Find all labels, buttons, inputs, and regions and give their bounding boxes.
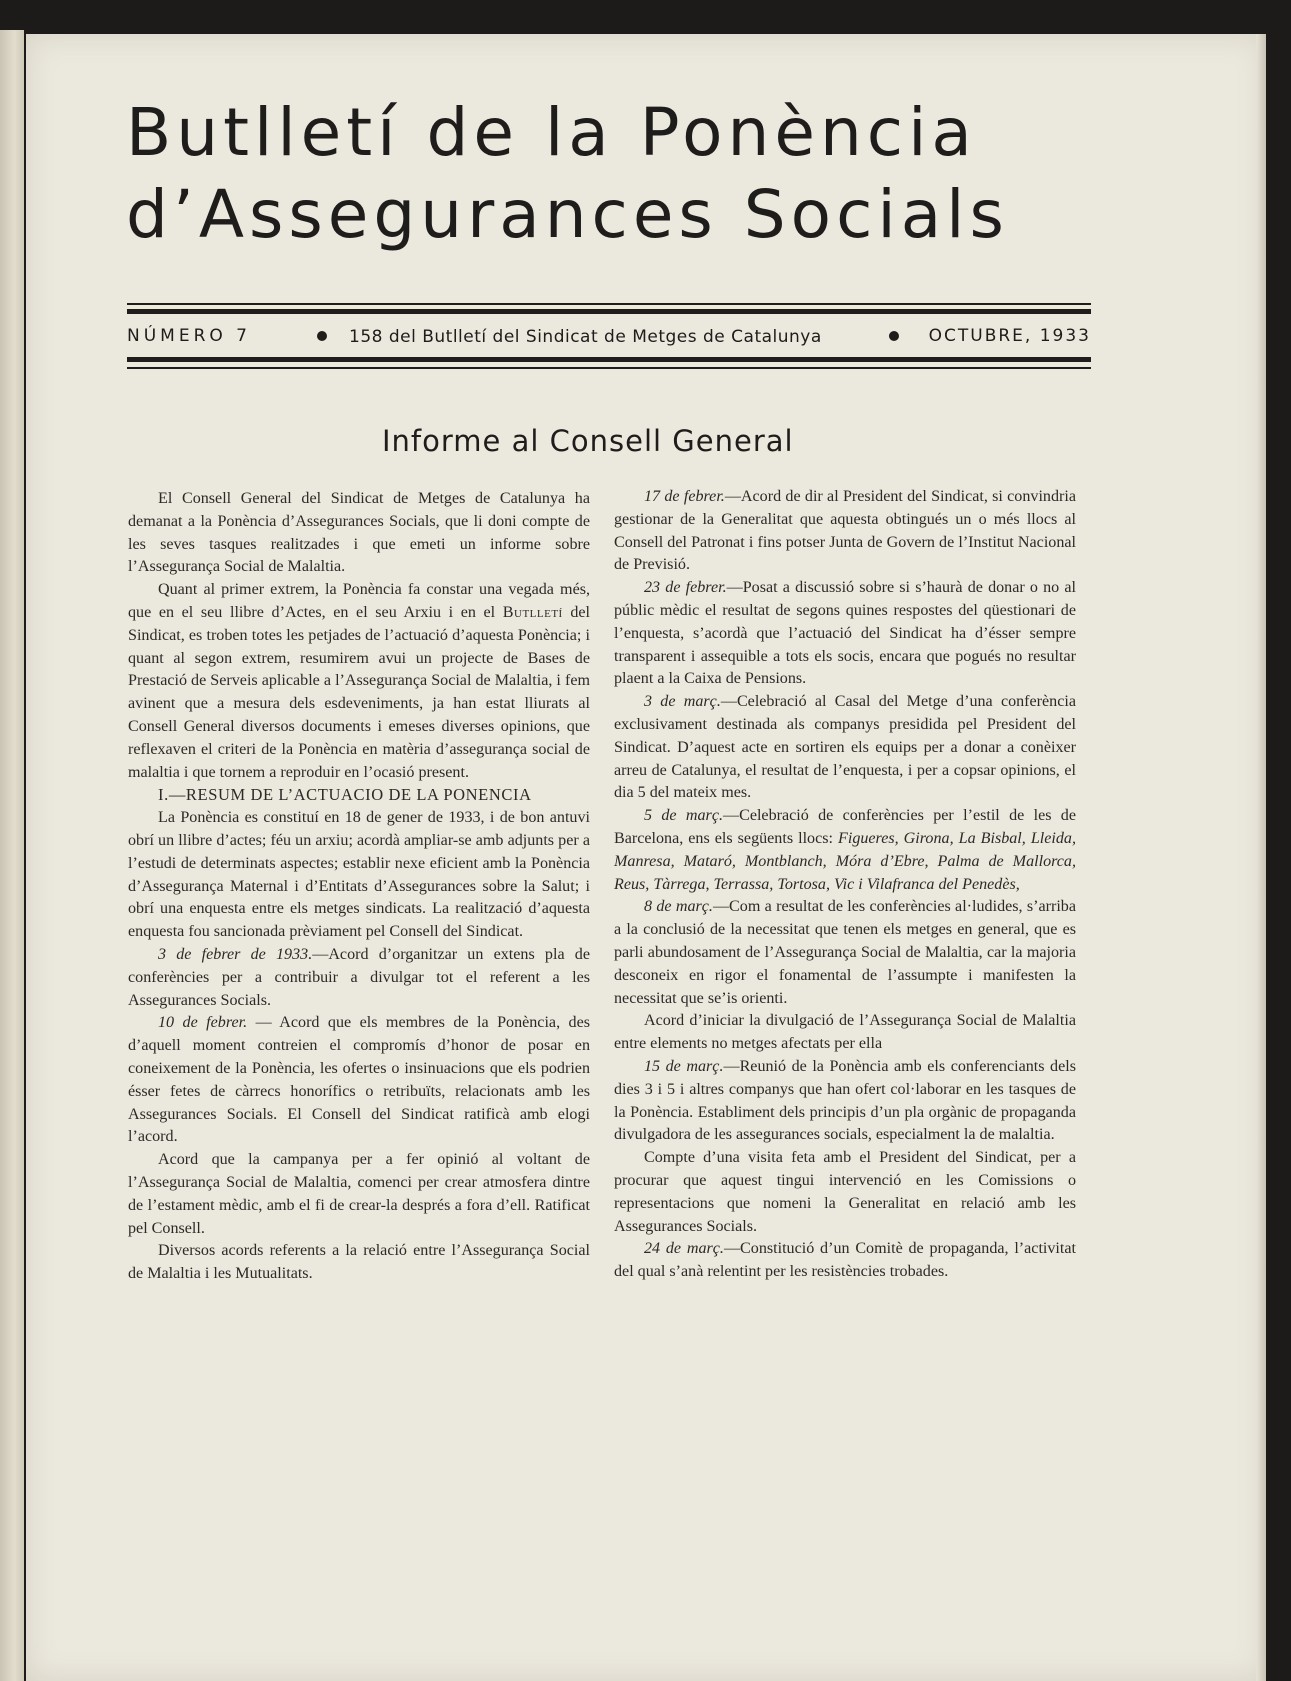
right-paragraph-8: Compte d’una visita feta amb el President del Sindicat, per a procurar que aquest tingui intervenció en les Comissions o representacions que nomeni la Generalitat en relació amb les Assegurances Socials. xyxy=(614,1149,1076,1235)
masthead-rule-bottom-thin xyxy=(127,367,1091,369)
places-list: Figueres, Girona, La Bisbal, Lleida, Manresa, Mataró, Montblanch, Móra d’Ebre, Palma de Mallorca, Reus, Tàrrega, Terrassa, Tortosa, Vic i Vilafranca del Penedès, xyxy=(614,829,1076,893)
masthead-rule-bottom-thick xyxy=(127,357,1091,362)
entry-text: —Com a resultat de les conferències al·ludides, s’arriba a la conclusió de la necessitat que tenen els metges en general, que es parli abundosament de l’Assegurança Social de Malaltia, car la majoria desconeix en rigor el fonamental de l’assumpte i manifesten la necessitat que se’is orienti. xyxy=(614,898,1076,1007)
entry-text: —Constitució d’un Comitè de propaganda, l’activitat del qual s’anà relentint per les resistències trobades. xyxy=(614,1240,1076,1281)
section-1-paragraph-4: Acord que la campanya per a fer opinió al voltant de l’Assegurança Social de Malaltia, comenci per crear atmosfera dintre de l’estament mèdic, amb el fi de crear-la després a fora d’ell. Ratificat pel Consell. xyxy=(128,1151,590,1237)
right-paragraph-3 xyxy=(614,691,1076,805)
left-column xyxy=(128,488,590,1286)
entry-date: 23 de febrer. xyxy=(644,579,727,597)
masthead-title-line-2: d’Assegurances Socials xyxy=(126,176,1009,253)
article-title: Informe al Consell General xyxy=(382,424,794,458)
section-1-paragraph-3 xyxy=(128,1012,590,1149)
section-heading: I.—RESUM DE L’ACTUACIO DE LA PONENCIA xyxy=(158,785,532,805)
page-edge-shadow xyxy=(1256,34,1266,1681)
entry-date: 8 de març. xyxy=(644,898,713,916)
bullet-separator-2 xyxy=(889,331,899,341)
masthead-rule-top-thin xyxy=(127,303,1091,305)
bullet-separator-1 xyxy=(317,331,327,341)
issue-source: 158 del Butlletí del Sindicat de Metges de Catalunya xyxy=(349,327,822,347)
section-1-paragraph-5: Diversos acords referents a la relació entre l’Assegurança Social de Malaltia i les Mutualitats. xyxy=(128,1242,590,1283)
entry-date: 5 de març. xyxy=(644,807,723,825)
intro-paragraph-2-part-a: Quant al primer extrem, la Ponència fa constar una vegada més, que en el seu llibre d’Actes, en el seu Arxiu i en el xyxy=(128,581,590,621)
entry-date: 17 de febrer. xyxy=(644,488,725,505)
entry-date: 3 de febrer de 1933. xyxy=(158,945,313,963)
masthead-title xyxy=(126,92,1086,256)
masthead-rule-top-thick xyxy=(127,309,1091,314)
entry-text: —Posat a discussió sobre si s’haurà de donar o no al públic mèdic el resultat de segons quines respostes del qüestionari de l’enquesta, s’acordà que l’actuació del Sindicat ha d’ésser sempre transparent i assequible a tots els socis, encara que pogués no resultar plaent a la Caixa de Pensions. xyxy=(614,579,1076,688)
entry-date: 3 de març. xyxy=(644,693,721,711)
entry-text: —Celebració de conferències per l’estil de les de Barcelona, ens els següents llocs: xyxy=(614,807,1076,847)
entry-text: —Acord d’organitzar un extens pla de conferències per a contribuir a divulgar tot el referent a les Assegurances Socials. xyxy=(128,945,590,1009)
issue-info-line xyxy=(127,326,1091,352)
entry-text: —Acord de dir al President del Sindicat, si convindria gestionar de la Generalitat que aquesta obtingués un o més llocs al Consell del Patronat i fins potser Junta de Govern de l’Institut Nacional de Previsió. xyxy=(614,488,1076,574)
intro-paragraph-2 xyxy=(128,579,590,784)
right-paragraph-1 xyxy=(614,486,1076,577)
facing-page-edge xyxy=(0,30,24,1681)
entry-date: 10 de febrer. xyxy=(158,1014,248,1032)
section-1-paragraph-1: La Ponència es constituí en 18 de gener de 1933, i de bon antuvi obrí un llibre d’actes; féu un arxiu; acordà ampliar-se amb adjunts per a l’estudi de determinats aspectes; establir nexe eficient amb la Ponència d’Assegurança Maternal i d’Entitats d’Assegurances sobre la Salut; i obrí una enquesta entre els metges sindicats. La realització d’aquesta enquesta fou sancionada prèviament pel Consell del Sindicat. xyxy=(128,809,590,941)
issue-date: OCTUBRE, 1933 xyxy=(928,326,1091,346)
right-paragraph-9 xyxy=(614,1238,1076,1284)
entry-text: —Reunió de la Ponència amb els conferenciants dels dies 3 i 5 i altres companys que han ofert col·laborar en les tasques de la Ponència. Establiment dels principis d’un pla orgànic de propaganda divulgadora de les assegurances socials, especialment la de malaltia. xyxy=(614,1057,1076,1144)
right-paragraph-7 xyxy=(614,1056,1076,1147)
issue-number: NÚMERO 7 xyxy=(127,326,251,346)
entry-text: —Celebració al Casal del Metge d’una conferència exclusivament destinada als companys presidida pel President del Sindicat. D’aquest acte en sortiren els equips per a donar a conèixer arreu de Catalunya, el resultat de l’enquesta, i per a copsar opinions, el dia 5 del mateix mes. xyxy=(614,693,1076,802)
entry-date: 24 de març. xyxy=(644,1240,724,1258)
right-column xyxy=(614,486,1076,1284)
section-1-paragraph-2 xyxy=(128,944,590,1012)
intro-paragraph-2-part-b: del Sindicat, es troben totes les petjades de l’actuació d’aquesta Ponència; i quant al segon extrem, resumirem avui un projecte de Bases de Prestació de Serveis aplicable a l’Assegurança Social de Malaltia, i fem avinent que a mesura dels esdeveniments, ja han estat lliurats al Consell General diversos documents i emeses diverses opinions, que reflexaven el criteri de la Ponència en matèria d’assegurança social de malaltia i que tornem a reproduir en l’ocasió present. xyxy=(128,603,590,781)
intro-paragraph-1: El Consell General del Sindicat de Metges de Catalunya ha demanat a la Ponència d’Assegurances Socials, que li doni compte de les seves tasques realitzades i que emeti un informe sobre l’Assegurança Social de Malaltia. xyxy=(128,490,590,576)
entry-text: — Acord que els membres de la Ponència, des d’aquell moment contreien el compromís d’honor de posar en coneixement de la Ponència, les ofertes o insinuacions que els podrien ésser fetes de càrrecs honorífics o retribuïts, relacionats amb les Assegurances Socials. El Consell del Sindicat ratificà amb elogi l’acord. xyxy=(128,1014,590,1146)
right-paragraph-5 xyxy=(614,896,1076,1010)
right-paragraph-2 xyxy=(614,577,1076,691)
butlleti-small-caps: Butlletí xyxy=(502,603,563,621)
right-paragraph-6: Acord d’iniciar la divulgació de l’Assegurança Social de Malaltia entre elements no metges afectats per ella xyxy=(614,1012,1076,1053)
right-paragraph-4 xyxy=(614,805,1076,896)
entry-date: 15 de març. xyxy=(644,1057,724,1075)
masthead-title-line-1: Butlletí de la Ponència xyxy=(126,94,977,171)
